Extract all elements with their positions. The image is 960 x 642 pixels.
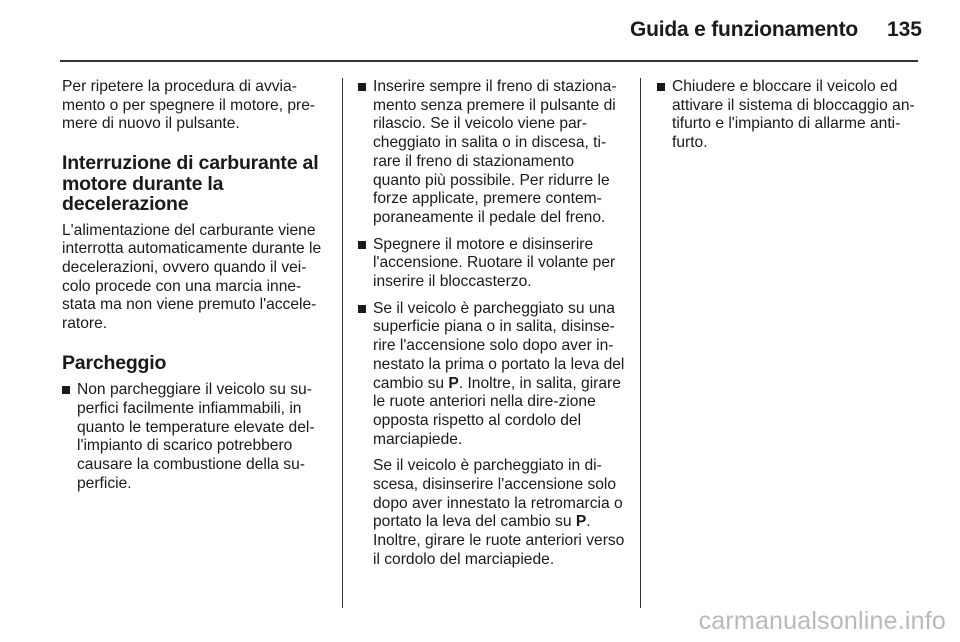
- bullet-square-icon: [358, 83, 366, 91]
- sub-paragraph: [373, 457, 626, 569]
- list-item-text: Spegnere il motore e disinserire l'accensione. Ruotare il volante per inserire il bloccasterzo.: [373, 235, 616, 291]
- heading-fuel-cutoff: Interruzione di carburante al motore durante la decelerazione: [62, 152, 319, 216]
- parking-list-continued: [358, 78, 626, 570]
- list-item: [657, 78, 925, 153]
- page-header: [0, 0, 960, 62]
- column-divider: [640, 78, 641, 608]
- section-title: Guida e funzionamento: [630, 18, 858, 41]
- list-item: [358, 78, 626, 228]
- text-run: . Inoltre, girare le ruote anteriori verso il cordolo del marciapiede.: [373, 513, 625, 568]
- column-1: [62, 78, 327, 502]
- bullet-square-icon: [358, 241, 366, 249]
- list-item-text: Inserire sempre il freno di staziona-mento senza premere il pulsante di rilascio. Se il veicolo viene par-cheggiato in salita o in discesa, ti-rare il freno di stazionamento quanto più possibile. Per ridurre le forze applicate, premere contem-poraneamente il pedale del freno.: [373, 78, 617, 226]
- list-item-text: [373, 300, 624, 448]
- column-3: [657, 78, 925, 161]
- list-item-text: Non parcheggiare il veicolo su su-perfici facilmente infiammabili, in quanto le temperature elevate del-l'impianto di scarico potrebbero causare la combustione della su-perficie.: [77, 381, 315, 492]
- text-run: Se il veicolo è parcheggiato in di-scesa, disinserire l'accensione solo dopo aver innestato la retromarcia o portato la leva del cambio su: [373, 457, 623, 531]
- watermark: carmanualsonline.info: [698, 607, 946, 635]
- column-divider: [342, 78, 343, 608]
- bullet-square-icon: [358, 305, 366, 313]
- gear-position-p: P: [575, 513, 587, 531]
- bullet-square-icon: [62, 386, 70, 394]
- parking-list: [62, 381, 327, 493]
- text-run: Se il veicolo è parcheggiato su una superficie piana o in salita, disinse-rire l'accensione solo dopo aver in-nestato la prima o portato la leva del cambio su: [373, 299, 625, 392]
- fuel-cutoff-paragraph: L'alimentazione del carburante viene interrotta automaticamente durante le decelerazioni, ovvero quando il vei-colo procede con una marcia inne-stata ma non viene premuto l'accele-ratore.: [62, 221, 322, 333]
- page-number: 135: [886, 18, 922, 41]
- list-item: [358, 300, 626, 570]
- intro-paragraph: Per ripetere la procedura di avvia-mento o per spegnere il motore, pre-mere di nuovo il pulsante.: [62, 78, 316, 133]
- header-rule: [60, 60, 918, 62]
- list-item: [62, 381, 327, 493]
- gear-position-p: P: [448, 374, 459, 392]
- parking-list-end: [657, 78, 925, 153]
- column-2: [358, 78, 626, 578]
- text-run: . Inoltre, in salita, girare le ruote anteriori nella dire-zione opposta rispetto al cordolo del marciapiede.: [373, 374, 621, 448]
- list-item: [358, 236, 626, 292]
- heading-parking: Parcheggio: [62, 351, 167, 374]
- bullet-square-icon: [657, 83, 665, 91]
- list-item-text: Chiudere e bloccare il veicolo ed attivare il sistema di bloccaggio an-tifurto e l'impianto di allarme anti-furto.: [672, 78, 915, 152]
